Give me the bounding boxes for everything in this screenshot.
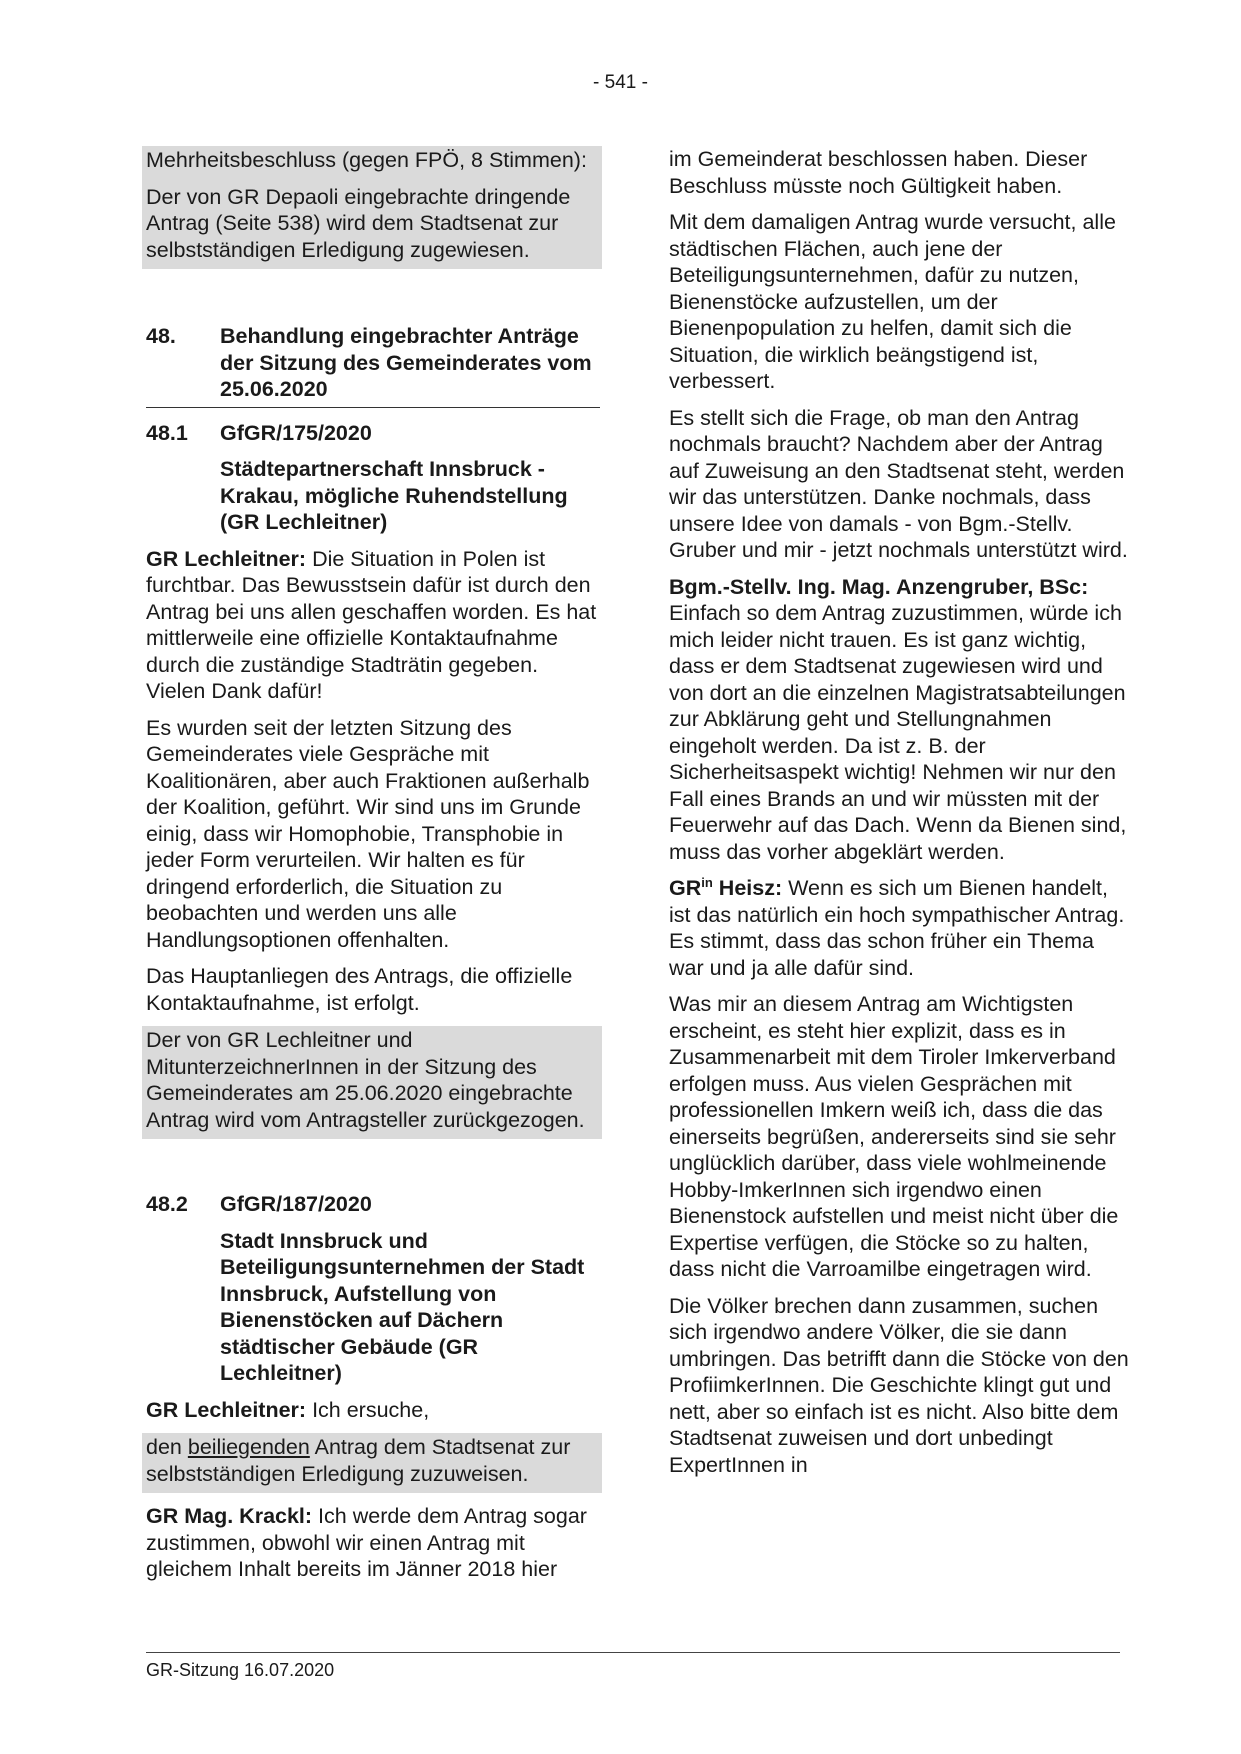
speaker-name: Bgm.-Stellv. Ing. Mag. Anzengruber, BSc: bbox=[669, 574, 1089, 599]
page-footer: GR-Sitzung 16.07.2020 bbox=[146, 1660, 335, 1680]
footer-divider bbox=[146, 1652, 1120, 1653]
motion-text-post: Antrag dem Stadtsenat zur selbstständigen Erledigung zuzuweisen. bbox=[146, 1435, 571, 1486]
section-code: GfGR/175/2020 bbox=[220, 420, 372, 445]
paragraph: Mit dem damaligen Antrag wurde versucht, alle städtischen Flächen, auch jene der Beteiligungsunternehmen, dafür zu nutzen, Bienenstöcke aufzustellen, um der Bienenpopulation zu helfen, damit sich die Situation, die wirklich beängstigend ist, verbessert. bbox=[669, 210, 1116, 393]
speaker-suffix: Heisz: bbox=[712, 876, 783, 900]
speaker-name: GR Lechleitner: bbox=[146, 546, 307, 571]
speech-lechleitner-1 bbox=[146, 546, 600, 705]
section-number: 48.2 bbox=[146, 1192, 188, 1216]
resolution-text: Der von GR Lechleitner und MitunterzeichnerInnen in der Sitzung des Gemeinderates am 25.06.2020 eingebrachte Antrag wird vom Antragsteller zurückgezogen. bbox=[146, 1028, 585, 1132]
speaker-prefix: GR bbox=[669, 876, 702, 900]
speech-anzengruber bbox=[669, 574, 1129, 866]
motion-link-beiliegenden: beiliegenden bbox=[187, 1435, 310, 1459]
paragraph: Es stellt sich die Frage, ob man den Antrag nochmals braucht? Nachdem aber der Antrag auf Zuweisung an den Stadtsenat steht, werden wir das unterstützen. Danke nochmals, dass unsere Idee von damals - von Bgm.-Stellv. Gruber und mir - jetzt nochmals unterstützt wird. bbox=[669, 405, 1128, 562]
section-48-1-title: Städtepartnerschaft Innsbruck - Krakau, mögliche Ruhendstellung (GR Lechleitner) bbox=[220, 457, 568, 534]
speech-text: Ich ersuche, bbox=[306, 1397, 430, 1422]
section-code: GfGR/187/2020 bbox=[220, 1192, 372, 1216]
paragraph: Das Hauptanliegen des Antrags, die offizielle Kontaktaufnahme, ist erfolgt. bbox=[146, 964, 573, 1015]
speaker-superscript: in bbox=[701, 875, 713, 890]
paragraph: Es wurden seit der letzten Sitzung des Gemeinderates viele Gespräche mit Koalitionären, aber auch Fraktionen außerhalb der Koalition, geführt. Wir sind uns im Grunde einig, dass wir Homophobie, Transphobie in jeder Form verurteilen. Wir halten es für dringend erforderlich, die Situation zu beobachten und werden uns alle Handlungsoptionen offenhalten. bbox=[146, 715, 590, 952]
resolution-box-withdrawn bbox=[142, 1026, 602, 1139]
resolution-box-depaoli bbox=[142, 146, 602, 269]
speech-lechleitner-2 bbox=[146, 1397, 600, 1424]
motion-text bbox=[146, 1434, 598, 1487]
speaker-name: GR Mag. Krackl: bbox=[146, 1504, 313, 1528]
section-48-2-title: Stadt Innsbruck und Beteiligungsunternehmen der Stadt Innsbruck, Aufstellung von Bienenstöcken auf Dächern städtischer Gebäude (GR Lechleitner) bbox=[220, 1228, 585, 1385]
section-title: Behandlung eingebrachter Anträge der Sitzung des Gemeinderates vom 25.06.2020 bbox=[220, 324, 592, 401]
section-48-1-heading bbox=[146, 420, 600, 447]
paragraph: im Gemeinderat beschlossen haben. Dieser Beschluss müsste noch Gültigkeit haben. bbox=[669, 147, 1088, 198]
motion-box bbox=[142, 1433, 602, 1493]
resolution-text: Der von GR Depaoli eingebrachte dringende Antrag (Seite 538) wird dem Stadtsenat zur selbstständigen Erledigung zugewiesen. bbox=[146, 184, 571, 262]
speech-heisz bbox=[669, 875, 1129, 981]
speaker-name bbox=[669, 876, 782, 900]
page-number: - 541 - bbox=[593, 72, 648, 93]
paragraph: Was mir an diesem Antrag am Wichtigsten erscheint, es steht hier explizit, dass es in Zusammenarbeit mit dem Tiroler Imkerverband erfolgen muss. Aus vielen Gesprächen mit professionellen Imkern weiß ich, dass die das einerseits begrüßen, andererseits sind sie sehr unglücklich darüber, dass viele wohlmeinende Hobby-ImkerInnen sich irgendwo einen Bienenstock aufstellen und meist nicht über die Expertise verfügen, die Stöcke so zu halten, dass nicht die Varroamilbe eingetragen wird. bbox=[669, 992, 1119, 1281]
resolution-vote: Mehrheitsbeschluss (gegen FPÖ, 8 Stimmen): bbox=[146, 148, 587, 172]
right-column bbox=[669, 146, 1129, 1488]
speech-text: Die Situation in Polen ist furchtbar. Das Bewusstsein dafür ist durch den Antrag bei uns allen geschaffen worden. Es hat mittlerweile eine offizielle Kontaktaufnahme durch die zuständige Stadträtin gegeben. Vielen Dank dafür! bbox=[146, 546, 597, 703]
section-number: 48. bbox=[146, 324, 176, 348]
section-48-2-heading bbox=[146, 1191, 600, 1218]
motion-text-pre: den bbox=[146, 1435, 188, 1459]
left-column bbox=[146, 146, 600, 1593]
speech-text: Wenn es sich um Bienen handelt, ist das natürlich ein hoch sympathischer Antrag. Es stimmt, dass das schon früher ein Thema war und ja alle dafür sind. bbox=[669, 876, 1125, 980]
speech-text: Einfach so dem Antrag zuzustimmen, würde ich mich leider nicht trauen. Es ist ganz wichtig, dass er dem Stadtsenat zugewiesen wird und von dort an die einzelnen Magistratsabteilungen zur Abklärung geht und Stellungnahmen eingeholt werden. Da ist z. B. der Sicherheitsaspekt wichtig! Nehmen wir nur den Fall eines Brands an und wir müssten mit der Feuerwehr auf das Dach. Wenn da Bienen sind, muss das vorher abgeklärt werden. bbox=[669, 601, 1127, 864]
section-number: 48.1 bbox=[146, 420, 188, 445]
speaker-name: GR Lechleitner: bbox=[146, 1397, 307, 1422]
paragraph: Die Völker brechen dann zusammen, suchen sich irgendwo andere Völker, die sie dann umbringen. Das betrifft dann die Stöcke von den ProfiimkerInnen. Die Geschichte klingt gut und nett, aber so einfach ist es nicht. Also bitte dem Stadtsenat zuweisen und dort unbedingt ExpertInnen in bbox=[669, 1293, 1129, 1477]
speech-text: Ich werde dem Antrag sogar zustimmen, obwohl wir einen Antrag mit gleichem Inhalt bereits im Jänner 2018 hier bbox=[146, 1504, 587, 1581]
speech-krackl bbox=[146, 1503, 600, 1583]
section-48-heading bbox=[146, 323, 600, 408]
